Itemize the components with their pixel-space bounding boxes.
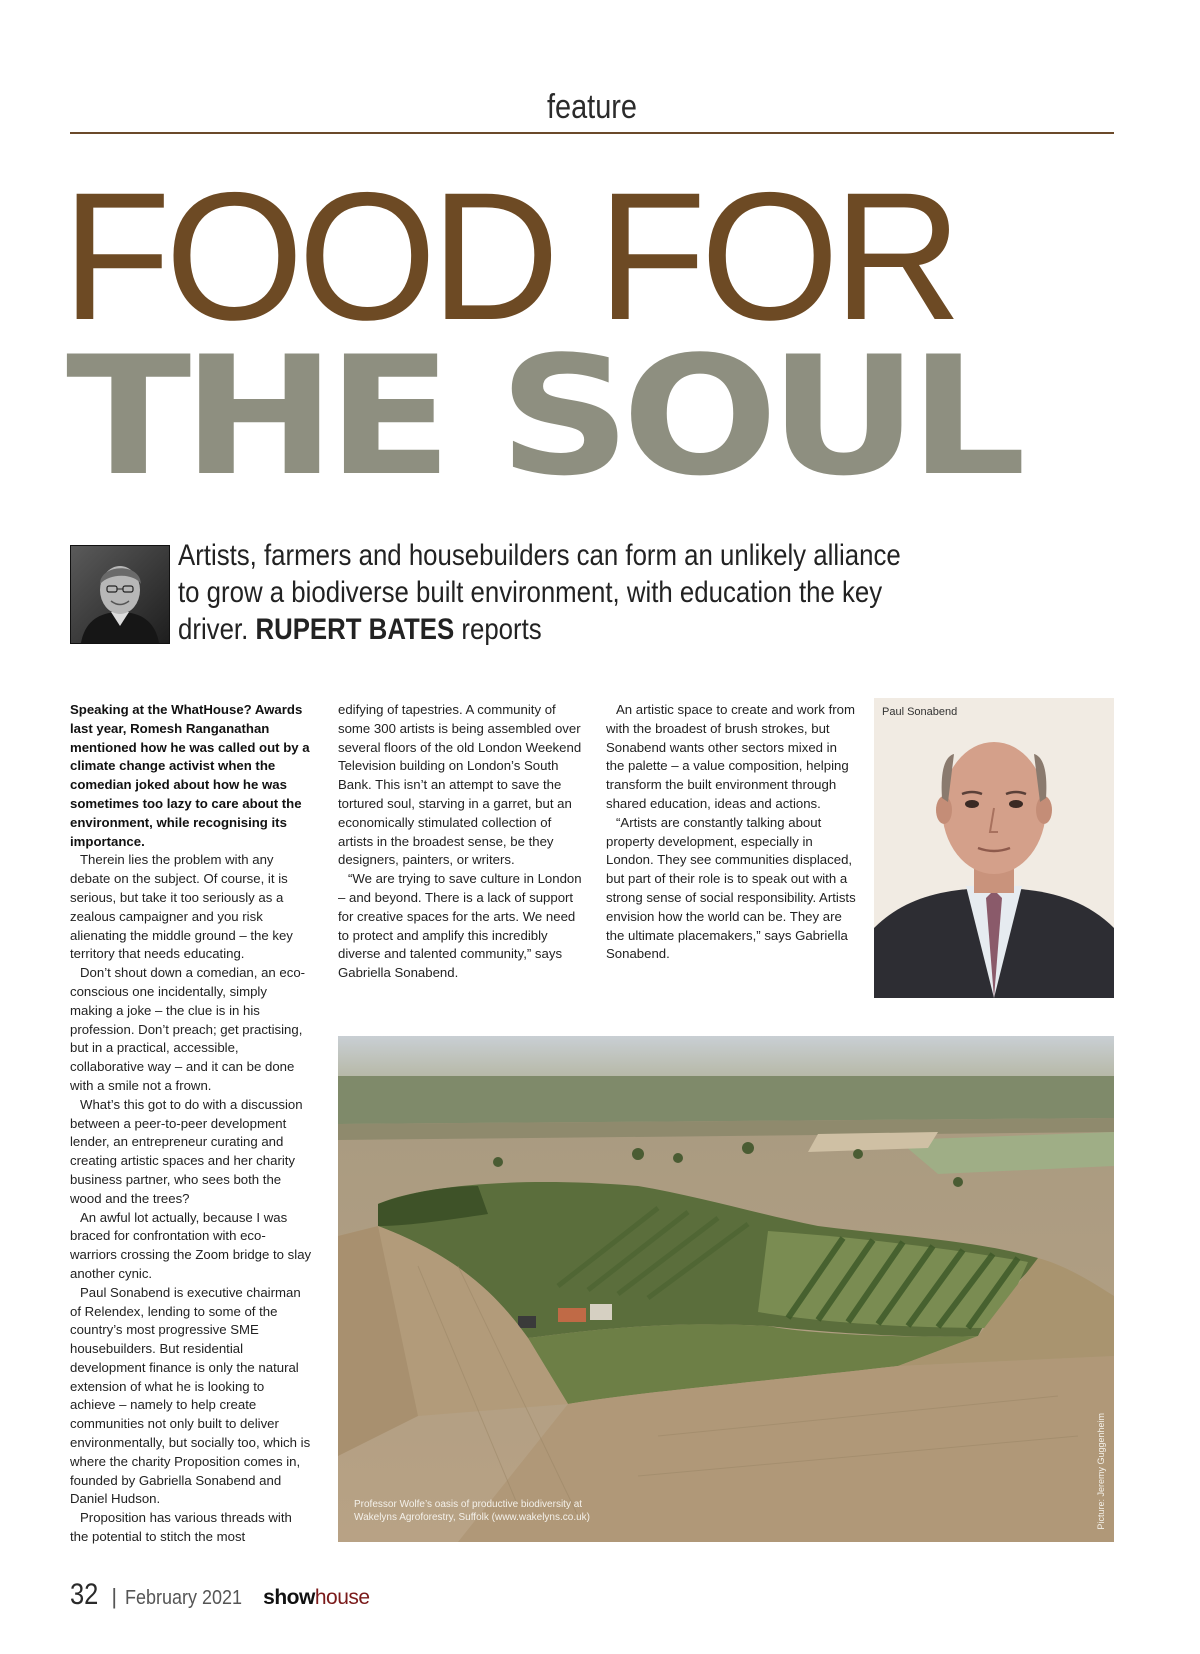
aerial-credit: Picture: Jeremy Guggenheim xyxy=(1096,1413,1106,1530)
standfirst xyxy=(178,537,918,648)
body-column-2 xyxy=(338,701,586,983)
body-paragraph: What’s this got to do with a discussion between a peer-to-peer development lender, an entrepreneur curating and creating artistic spaces and her charity business partner, who sees both the wood and the trees? xyxy=(70,1096,303,1206)
headline-line-2: THE SOUL xyxy=(66,321,1018,512)
body-paragraph: Therein lies the problem with any debate on the subject. Of course, it is serious, but take it too seriously as a zealous campaigner and you risk alienating the middle ground – the key territory that needs educating. xyxy=(70,852,293,962)
sonabend-photo xyxy=(874,698,1114,998)
body-paragraph: Don’t shout down a comedian, an eco-conscious one incidentally, simply making a joke – the clue is in his profession. Don’t preach; get practising, but in a practical, accessible, collaborative way – and it can be done with a smile not a frown. xyxy=(70,965,306,1093)
magazine-brand xyxy=(263,1586,369,1610)
body-paragraph: edifying of tapestries. A community of some 300 artists is being assembled over several floors of the old London Weekend Television building on London’s South Bank. This isn’t an attempt to save the tortured soul, starving in a garret, but an economically stimulated collection of artists in the broadest sense, be they designers, painters, or writers. xyxy=(338,702,582,868)
body-paragraph: Proposition has various threads with the potential to stitch the most xyxy=(70,1510,292,1545)
section-label: feature xyxy=(547,88,637,126)
body-column-1 xyxy=(70,701,312,1547)
standfirst-author: RUPERT BATES xyxy=(255,613,455,646)
aerial-photo xyxy=(338,1036,1114,1542)
body-paragraph: An awful lot actually, because I was braced for confrontation with eco-warriors crossing the Zoom bridge to slay another cynic. xyxy=(70,1209,312,1281)
author-portrait-image xyxy=(71,546,169,643)
aerial-landscape-image xyxy=(338,1036,1114,1542)
page-number: 32 xyxy=(70,1578,99,1611)
photo-caption: Paul Sonabend xyxy=(882,706,958,718)
headline-line-1: FOOD FOR xyxy=(62,154,957,358)
body-paragraph: Paul Sonabend is executive chairman of Relendex, lending to some of the country’s most progressive SME housebuilders. But residential development finance is only the natural extension of what he is looking to achieve – namely to help create communities not only built to deliver environmentally, but socially too, which is where the charity Proposition comes in, founded by Gabriella Sonabend and Daniel Hudson. xyxy=(70,1284,311,1507)
header-rule xyxy=(70,132,1114,134)
standfirst-suffix: reports xyxy=(461,613,542,646)
body-paragraph: “Artists are constantly talking about property development, especially in London. They see communities displaced, but part of their role is to speak out with a strong sense of social responsibility. Artists envision how the world can be. They are the ultimate placemakers,” says Gabriella Sonabend. xyxy=(606,814,856,962)
brand-show: show xyxy=(263,1586,315,1609)
author-photo xyxy=(70,545,170,644)
brand-house: house xyxy=(314,1586,370,1609)
standfirst-text: Artists, farmers and housebuilders can form an unlikely alliance to grow a biodiverse built environment, with education the key driver. xyxy=(178,539,901,646)
sonabend-portrait-image xyxy=(874,698,1114,998)
footer-separator: | xyxy=(111,1584,118,1609)
aerial-caption: Professor Wolfe’s oasis of productive biodiversity at Wakelyns Agroforestry, Suffolk (www.wakelyns.co.uk) xyxy=(354,1499,591,1523)
lead-paragraph: Speaking at the WhatHouse? Awards last year, Romesh Ranganathan mentioned how he was called out by a climate change activist when the comedian joked about how he was sometimes too lazy to care about the environment, while recognising its importance. xyxy=(70,702,310,849)
body-column-3 xyxy=(606,701,856,964)
body-paragraph: An artistic space to create and work from with the broadest of brush strokes, but Sonabend wants other sectors mixed in the palette – a value composition, helping transform the built environment through shared education, ideas and actions. xyxy=(606,702,855,811)
issue-date: February 2021 xyxy=(125,1587,243,1609)
body-paragraph: “We are trying to save culture in London – and beyond. There is a lack of support for creative spaces for the arts. We need to protect and amplify this incredibly diverse and talented community,” says Gabriella Sonabend. xyxy=(338,871,582,981)
page-footer xyxy=(70,1578,370,1618)
